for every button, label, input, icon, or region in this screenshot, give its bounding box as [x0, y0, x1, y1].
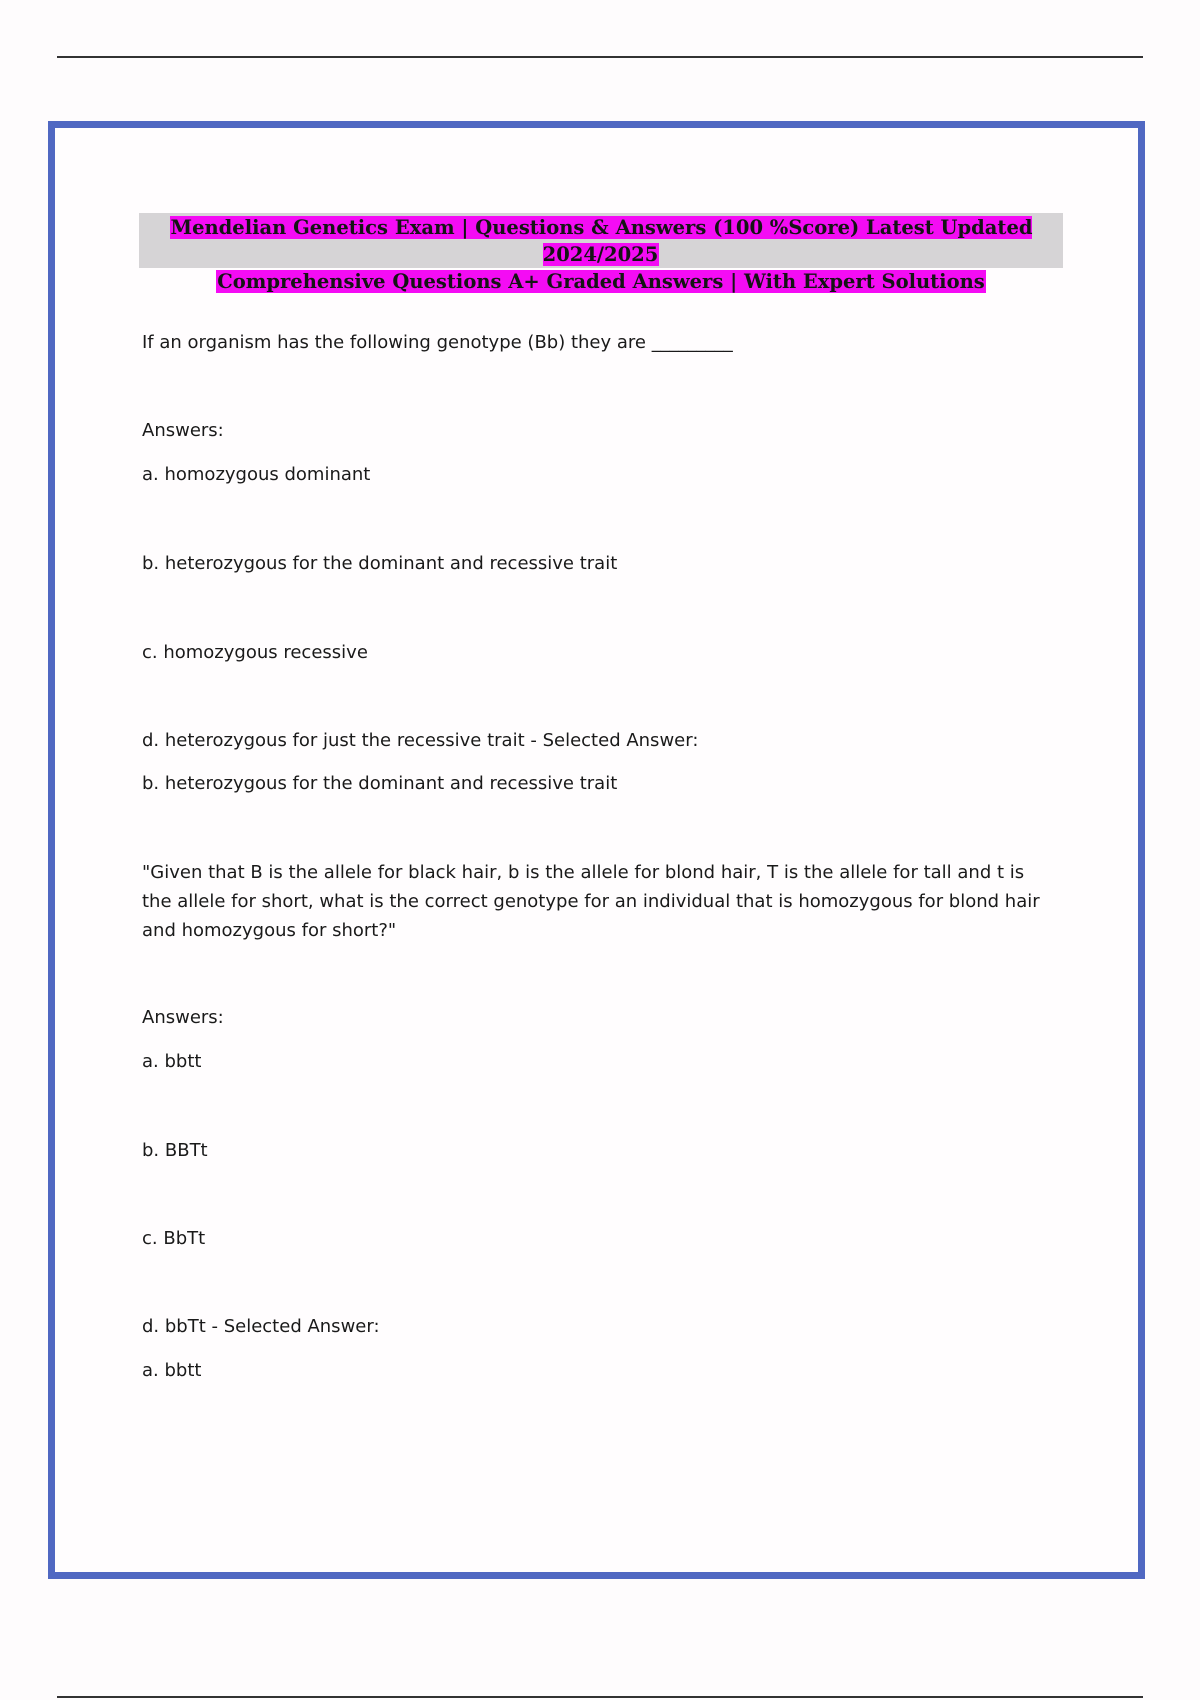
document-title: [139, 213, 1063, 293]
question-1-option-b: b. heterozygous for the dominant and recessive trait: [142, 553, 618, 574]
question-1-option-a: a. homozygous dominant: [142, 464, 371, 485]
question-1-answers-label: Answers:: [142, 420, 224, 441]
bottom-divider: [57, 1696, 1143, 1698]
question-1-option-c: c. homozygous recessive: [142, 642, 368, 663]
question-1-selected-answer: b. heterozygous for the dominant and recessive trait: [142, 773, 618, 794]
question-2-option-a: a. bbtt: [142, 1051, 202, 1072]
top-divider: [57, 56, 1143, 58]
question-2-option-c: c. BbTt: [142, 1228, 206, 1249]
question-2-option-d: d. bbTt - Selected Answer:: [142, 1316, 380, 1337]
question-2-answers-label: Answers:: [142, 1007, 224, 1028]
question-1-option-d: d. heterozygous for just the recessive trait - Selected Answer:: [142, 730, 699, 751]
question-2-selected-answer: a. bbtt: [142, 1360, 202, 1381]
question-2-prompt: "Given that B is the allele for black hair, b is the allele for blond hair, T is the allele for tall and t is the allele for short, what is the correct genotype for an individual that is homozygous for blond hair and homozygous for short?": [142, 862, 1040, 941]
title-line-2: Comprehensive Questions A+ Graded Answers | With Expert Solutions: [217, 270, 985, 293]
question-2-option-b: b. BBTt: [142, 1140, 208, 1161]
title-line-1: Mendelian Genetics Exam | Questions & Answers (100 %Score) Latest Updated 2024/2025: [170, 216, 1033, 266]
question-1-prompt: If an organism has the following genotype (Bb) they are _________: [142, 332, 733, 353]
